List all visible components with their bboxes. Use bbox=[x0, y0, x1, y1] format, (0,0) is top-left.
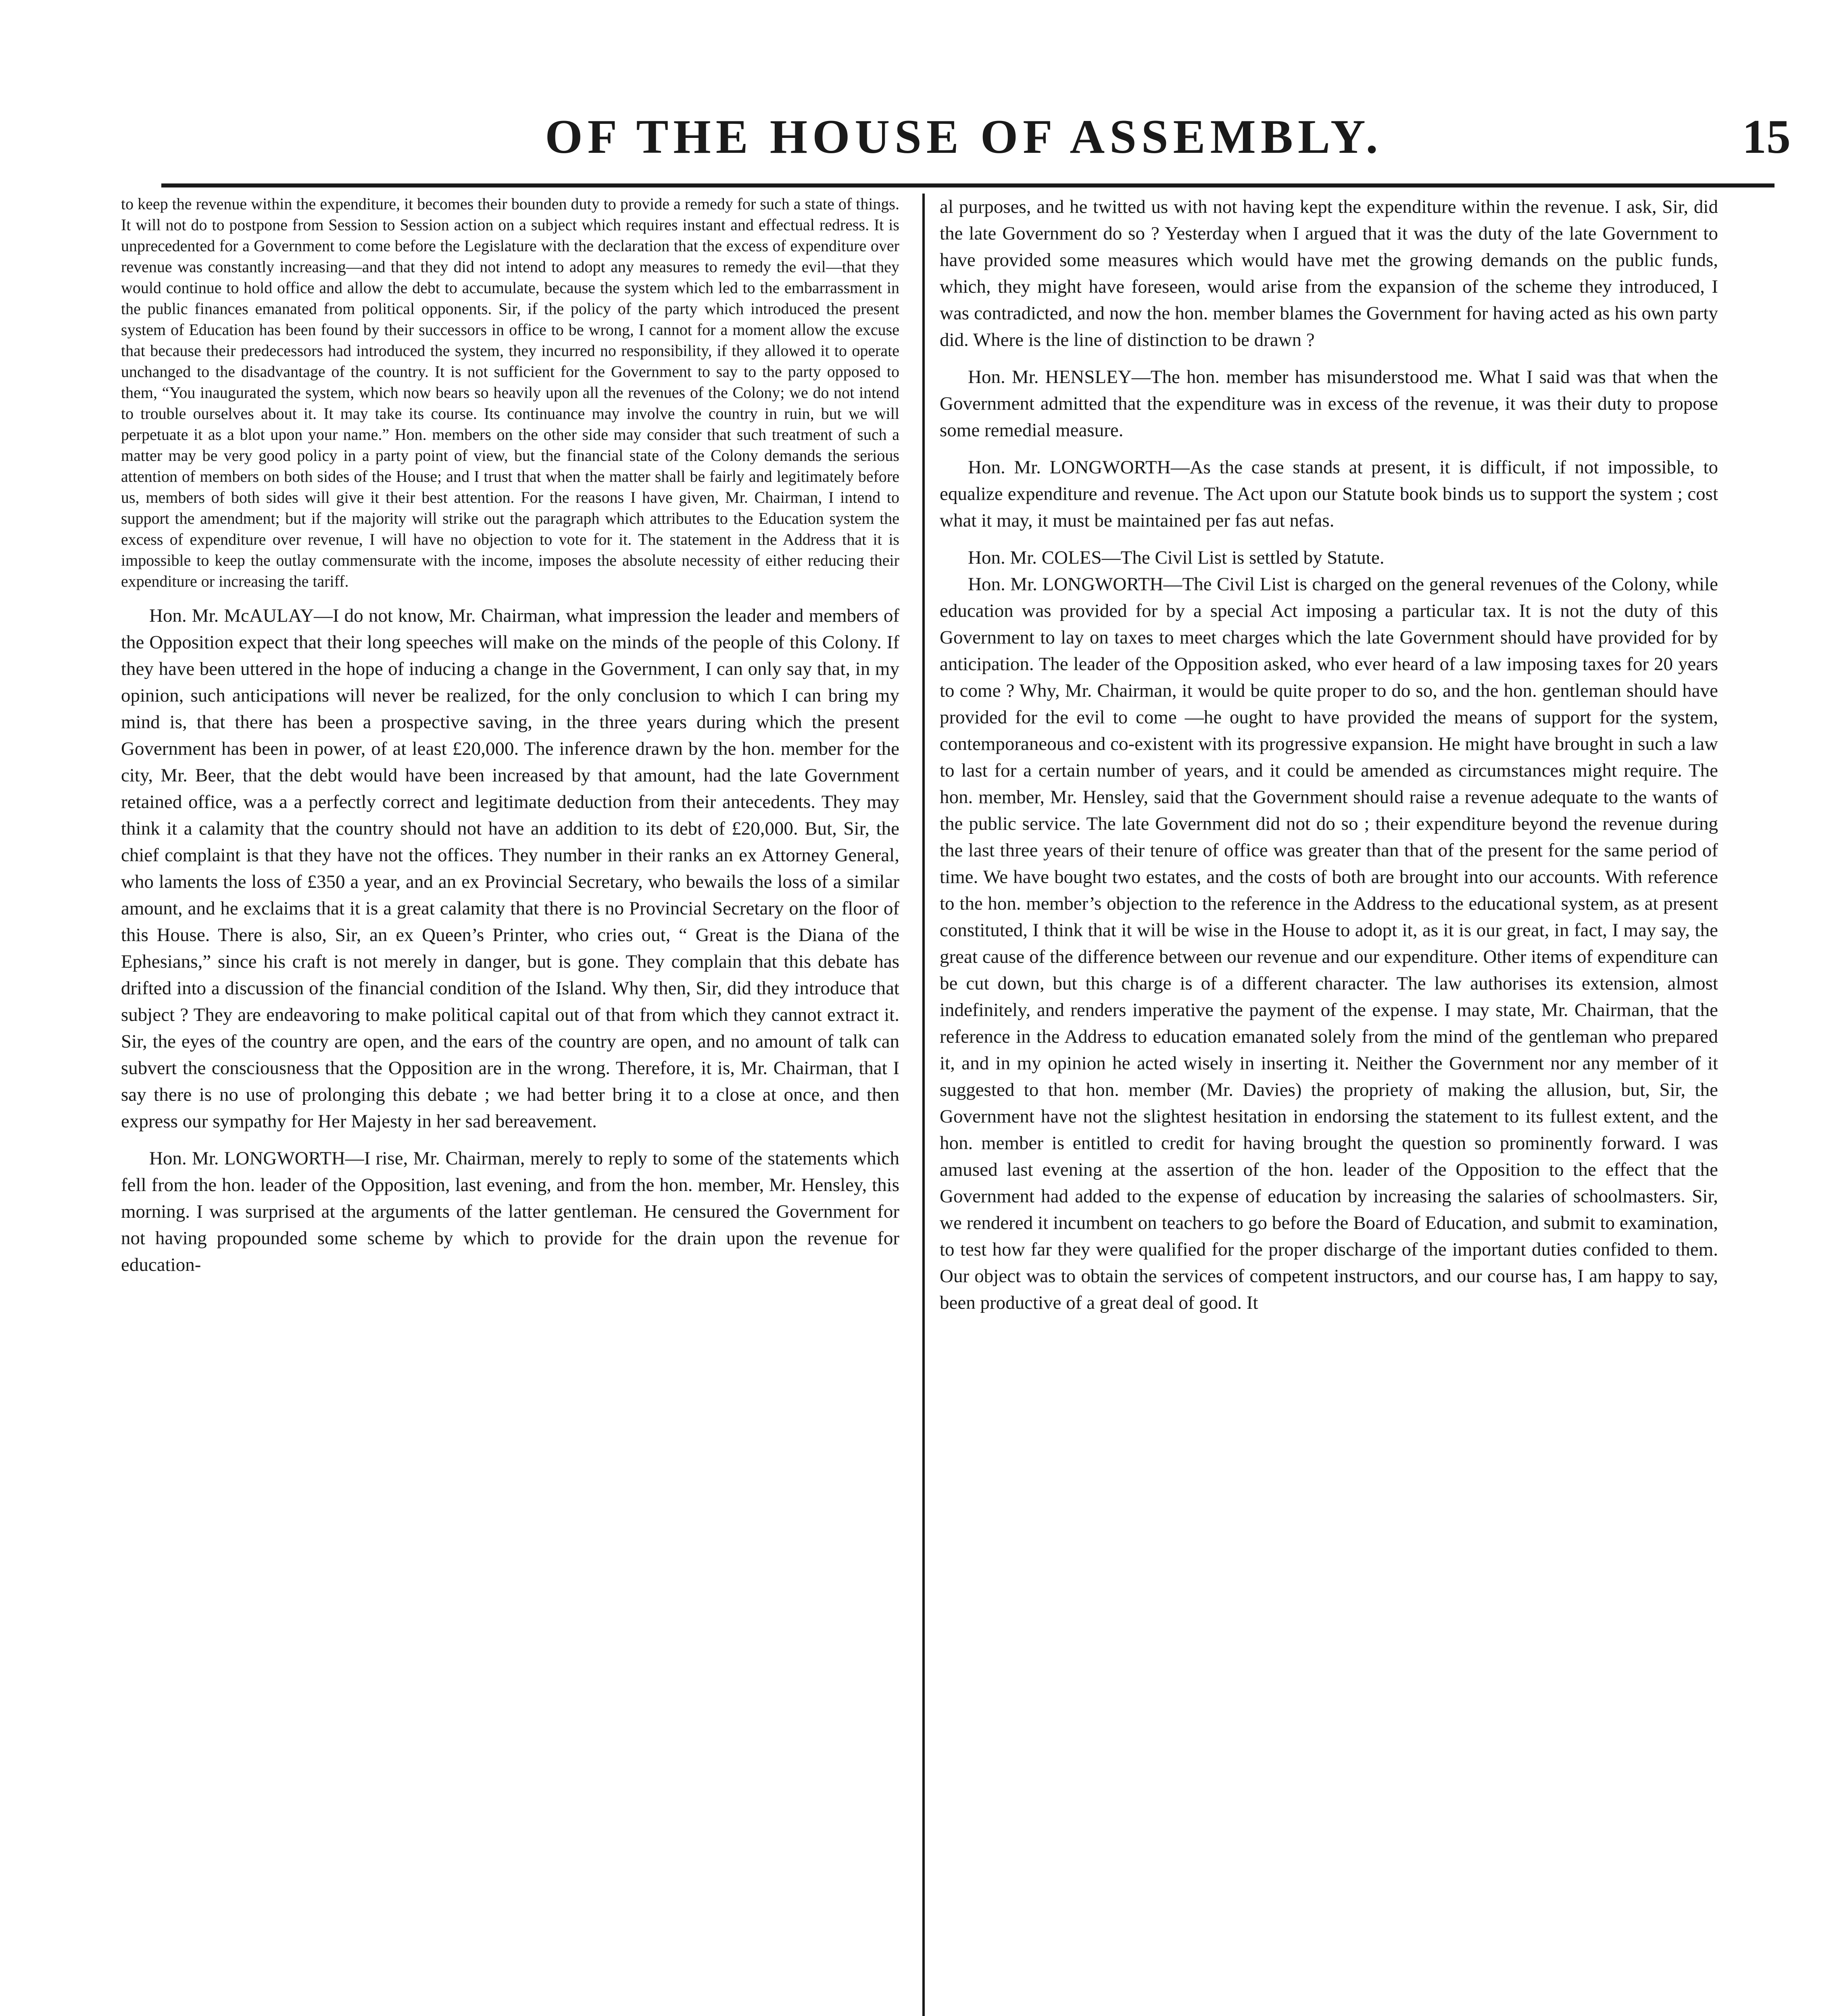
paragraph-longworth-2: Hon. Mr. LONGWORTH—As the case stands at present, it is difficult, if not impossible, to equalize expenditure and revenue. The Act upon our Statute book binds us to support the system ; cost what it may, it must be maintained per fas aut nefas. bbox=[940, 457, 1718, 531]
paragraph-continued-speech: to keep the revenue within the expenditure, it becomes their bounden duty to provide a remedy for such a state of things. It will not do to postpone from Session to Session action on a subject which requires instant and effectual redress. It is unprecedented for a Government to come before the Legislature with the declaration that the excess of expenditure over revenue was constantly increasing—and that they did not intend to adopt any measures to remedy the evil—that they would continue to hold office and allow the debt to accumulate, because the system which led to the embarrassment in the public finances emanated from political opponents. Sir, if the policy of the party which introduced the present system of Education has been found by their successors in office to be wrong, I cannot for a moment allow the excuse that because their predecessors had introduced the system, they incurred no responsibility, if they allowed it to operate unchanged to the disadvantage of the country. It is not sufficient for the Government to say to the party opposed to them, “You inaugurated the system, which now bears so heavily upon all the revenues of the Colony; we do not intend to trouble ourselves about it. It may take its course. Its continuance may involve the country in ruin, but we will perpetuate it as a blot upon your name.” Hon. members on the other side may consider that such treatment of such a matter may be very good policy in a party point of view, but the financial state of the Colony demands the serious attention of members on both sides of the House; and I trust that when the matter shall be fairly and legitimately before us, members of both sides will give it their best attention. For the reasons I have given, Mr. Chairman, I intend to support the amendment; but if the majority will strike out the paragraph which attributes to the Education system the excess of expenditure over revenue, I will have no objection to vote for it. The statement in the Address that it is impossible to keep the outlay commensurate with the income, imposes the absolute necessity of either reducing their expenditure or increasing the tariff. bbox=[121, 195, 899, 590]
paragraph-coles: Hon. Mr. COLES—The Civil List is settled by Statute. bbox=[968, 547, 1385, 568]
paragraph-continued: al purposes, and he twitted us with not having kept the expenditure within the revenue. I ask, Sir, did the late Government do so ? Yesterday when I argued that it was the duty of the late Government to have provided some measures which would have met the growing demands on the public funds, which, they might have foreseen, would arise from the expansion of the scheme they introduced, I was contradicted, and now the hon. member blames the Government for having acted as his own party did. Where is the line of distinction to be drawn ? bbox=[940, 196, 1718, 350]
paragraph-longworth-3: Hon. Mr. LONGWORTH—The Civil List is charged on the general revenues of the Colony, while education was provided for by a special Act imposing a particular tax. It is not the duty of this Government to lay on taxes to meet charges which the late Government should have provided for by anticipation. The leader of the Opposition asked, who ever heard of a law imposing taxes for 20 years to come ? Why, Mr. Chairman, it would be quite proper to do so, and the hon. gentleman should have provided for the evil to come —he ought to have provided the means of support for the system, contemporaneous and co-existent with its progressive expansion. He might have brought in such a law to last for a certain number of years, and it could be amended as circumstances might require. The hon. member, Mr. Hensley, said that the Government should raise a revenue adequate to the wants of the public service. The late Government did not do so ; their expenditure beyond the revenue during the last three years of their tenure of office was greater than that of the present for the same period of time. We have bought two estates, and the costs of both are brought into our accounts. With reference to the hon. member’s objection to the reference in the Address to the educational system, as at present constituted, I think that it will be wise in the House to adopt it, as it is our great, in fact, I may say, the great cause of the difference between our revenue and our expenditure. Other items of expenditure can be cut down, but this charge is of a different character. The law authorises its extension, almost indefinitely, and renders imperative the payment of the expense. I may state, Mr. Chairman, that the reference in the Address to education emanated solely from the mind of the gentleman who prepared it, and in my opinion he acted wisely in inserting it. Neither the Government nor any member of it suggested to that hon. member (Mr. Davies) the propriety of making the allusion, but, Sir, the Government have not the slightest hesitation in endorsing the statement to its fullest extent, and the hon. member is entitled to credit for having brought the question so prominently forward. I was amused last evening at the assertion of the hon. leader of the Opposition to the effect that the Government had added to the expense of education by increasing the salaries of schoolmasters. Sir, we rendered it incumbent on teachers to go before the Board of Education, and submit to examination, to test how far they were qualified for the proper discharge of the important duties confided to them. Our object was to obtain the services of competent instructors, and our course has, I am happy to say, been productive of a great deal of good. It bbox=[940, 574, 1718, 1313]
page-number: 15 bbox=[1742, 110, 1791, 163]
speech-mcaulay bbox=[121, 602, 899, 1135]
speech-longworth-1 bbox=[121, 1145, 899, 1278]
speech-coles bbox=[940, 544, 1718, 571]
page-title: OF THE HOUSE OF ASSEMBLY. bbox=[545, 110, 1383, 163]
speech-longworth-3 bbox=[940, 571, 1718, 1316]
column-divider bbox=[922, 194, 925, 2016]
running-head bbox=[121, 101, 1807, 181]
paragraph-longworth-1: Hon. Mr. LONGWORTH—I rise, Mr. Chairman, merely to reply to some of the statements which fell from the hon. leader of the Opposition, last evening, and from the hon. member, Mr. Hensley, this morning. I was surprised at the arguments of the latter gentleman. He censured the Government for not having propounded some scheme by which to provide for the drain upon the revenue for education- bbox=[121, 1148, 899, 1275]
paragraph-hensley: Hon. Mr. HENSLEY—The hon. member has misunderstood me. What I said was that when the Government admitted that the expenditure was in excess of the revenue, it was their duty to propose some remedial measure. bbox=[940, 367, 1718, 441]
small-print-block bbox=[121, 194, 899, 592]
paragraph-mcaulay: Hon. Mr. McAULAY—I do not know, Mr. Chairman, what impression the leader and members of the Opposition expect that their long speeches will make on the minds of the people of this Colony. If they have been uttered in the hope of inducing a change in the Government, I can only say that, in my opinion, such anticipations will never be realized, for the only conclusion to which I can bring my mind is, that there has been a prospective saving, in the three years during which the present Government has been in power, of at least £20,000. The inference drawn by the hon. member for the city, Mr. Beer, that the debt would have been increased by that amount, had the late Government retained office, was a a perfectly correct and legitimate deduction from their antecedents. They may think it a calamity that the country should not have an addition to its debt of £20,000. But, Sir, the chief complaint is that they have not the offices. They number in their ranks an ex Attorney General, who laments the loss of £350 a year, and an ex Provincial Secretary, who bewails the loss of a similar amount, and he exclaims that it is a great calamity that there is no Provincial Secretary on the floor of this House. There is also, Sir, an ex Queen’s Printer, who cries out, “ Great is the Diana of the Ephesians,” since his craft is not merely in danger, but is gone. They complain that this debate has drifted into a discussion of the financial condition of the Island. Why then, Sir, did they introduce that subject ? They are endeavoring to make political capital out of that from which they cannot extract it. Sir, the eyes of the country are open, and the ears of the country are open, and no amount of talk can subvert the consciousness that the Opposition are in the wrong. Therefore, it is, Mr. Chairman, that I say there is no use of prolonging this debate ; we had better bring it to a close at once, and then express our sympathy for Her Majesty in her sad bereavement. bbox=[121, 605, 899, 1132]
right-column bbox=[940, 194, 1718, 2016]
header-rule bbox=[161, 183, 1775, 187]
left-column bbox=[121, 194, 899, 2016]
speech-longworth-2 bbox=[940, 454, 1718, 534]
speech-hensley bbox=[940, 364, 1718, 444]
